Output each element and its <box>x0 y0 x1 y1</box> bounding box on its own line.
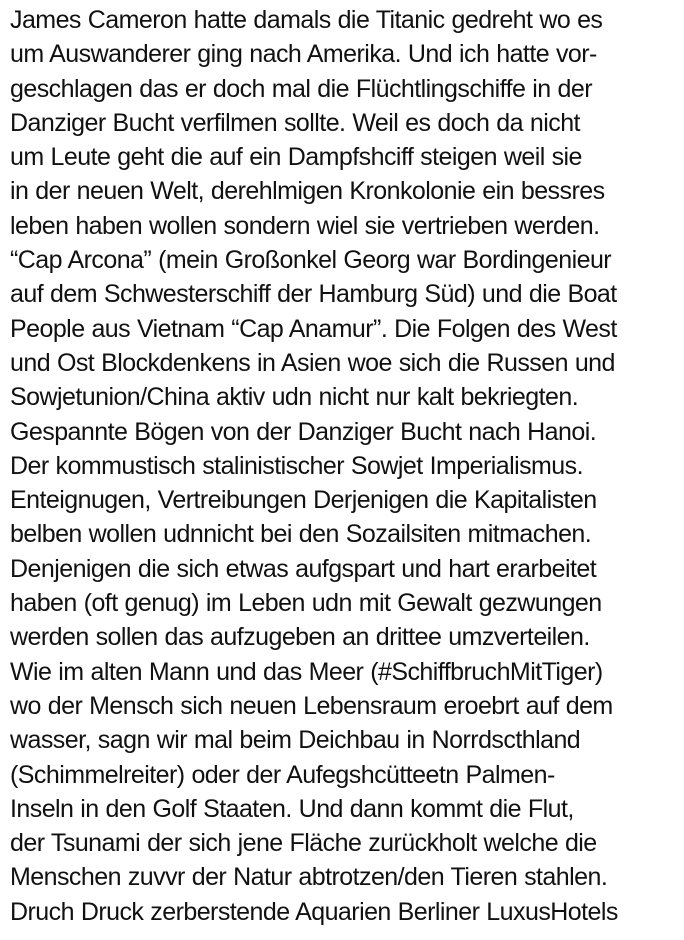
text-line: und Ost Blockdenkens in Asien woe sich die Russen und <box>10 348 615 377</box>
text-line: Sowjetunion/China aktiv udn nicht nur kalt bekriegten. <box>10 383 579 412</box>
text-line: Denjenigen die sich etwas aufgspart und hart erarbeitet <box>10 554 597 583</box>
text-line: der Tsunami der sich jene Fläche zurückholt welche die <box>10 829 597 858</box>
text-line: Danziger Bucht verfilmen sollte. Weil es doch da nicht <box>10 108 580 137</box>
text-line: auf dem Schwesterschiff der Hamburg Süd) und die Boat <box>10 280 617 309</box>
text-line: Der kommustisch stalinistischer Sowjet Imperialismus. <box>10 451 584 480</box>
text-line: werden sollen das aufzugeben an drittee umzverteilen. <box>10 623 590 652</box>
text-line: belben wollen udnnicht bei den Sozailsiten mitmachen. <box>10 520 592 549</box>
text-line: leben haben wollen sondern wiel sie vertrieben werden. <box>10 211 600 240</box>
text-line: James Cameron hatte damals die Titanic gedreht wo es <box>10 6 603 34</box>
text-line: Inseln in den Golf Staaten. Und dann kommt die Flut, <box>10 794 574 823</box>
text-line: Wie im alten Mann und das Meer (#SchiffbruchMitTiger) <box>10 657 603 686</box>
text-line: geschlagen das er doch mal die Flüchtlingschiffe in der <box>10 74 592 103</box>
text-line: People aus Vietnam “Cap Anamur”. Die Folgen des West <box>10 314 617 343</box>
text-line: haben (oft genug) im Leben udn mit Gewalt gezwungen <box>10 589 602 618</box>
text-line: Gespannte Bögen von der Danziger Bucht nach Hanoi. <box>10 417 597 446</box>
body-text <box>10 3 682 929</box>
text-line: “Cap Arcona” (mein Großonkel Georg war Bordingenieur <box>10 246 612 275</box>
text-line: wo der Mensch sich neuen Lebensraum eroebrt auf dem <box>10 691 613 720</box>
text-line: um Auswanderer ging nach Amerika. Und ich hatte vor- <box>10 40 597 69</box>
text-line: (Schimmelreiter) oder der Aufegshcütteetn Palmen- <box>10 760 555 789</box>
text-line: in der neuen Welt, derehlmigen Kronkolonie ein bessres <box>10 177 605 206</box>
text-line: Menschen zuvvr der Natur abtrotzen/den Tieren stahlen. <box>10 863 608 892</box>
text-line: um Leute geht die auf ein Dampfshciff steigen weil sie <box>10 143 582 172</box>
text-line: wasser, sagn wir mal beim Deichbau in Norrdscthland <box>10 726 581 755</box>
text-line: Druch Druck zerberstende Aquarien Berliner LuxusHotels <box>10 897 618 926</box>
text-line: Enteignugen, Vertreibungen Derjenigen die Kapitalisten <box>10 486 597 515</box>
